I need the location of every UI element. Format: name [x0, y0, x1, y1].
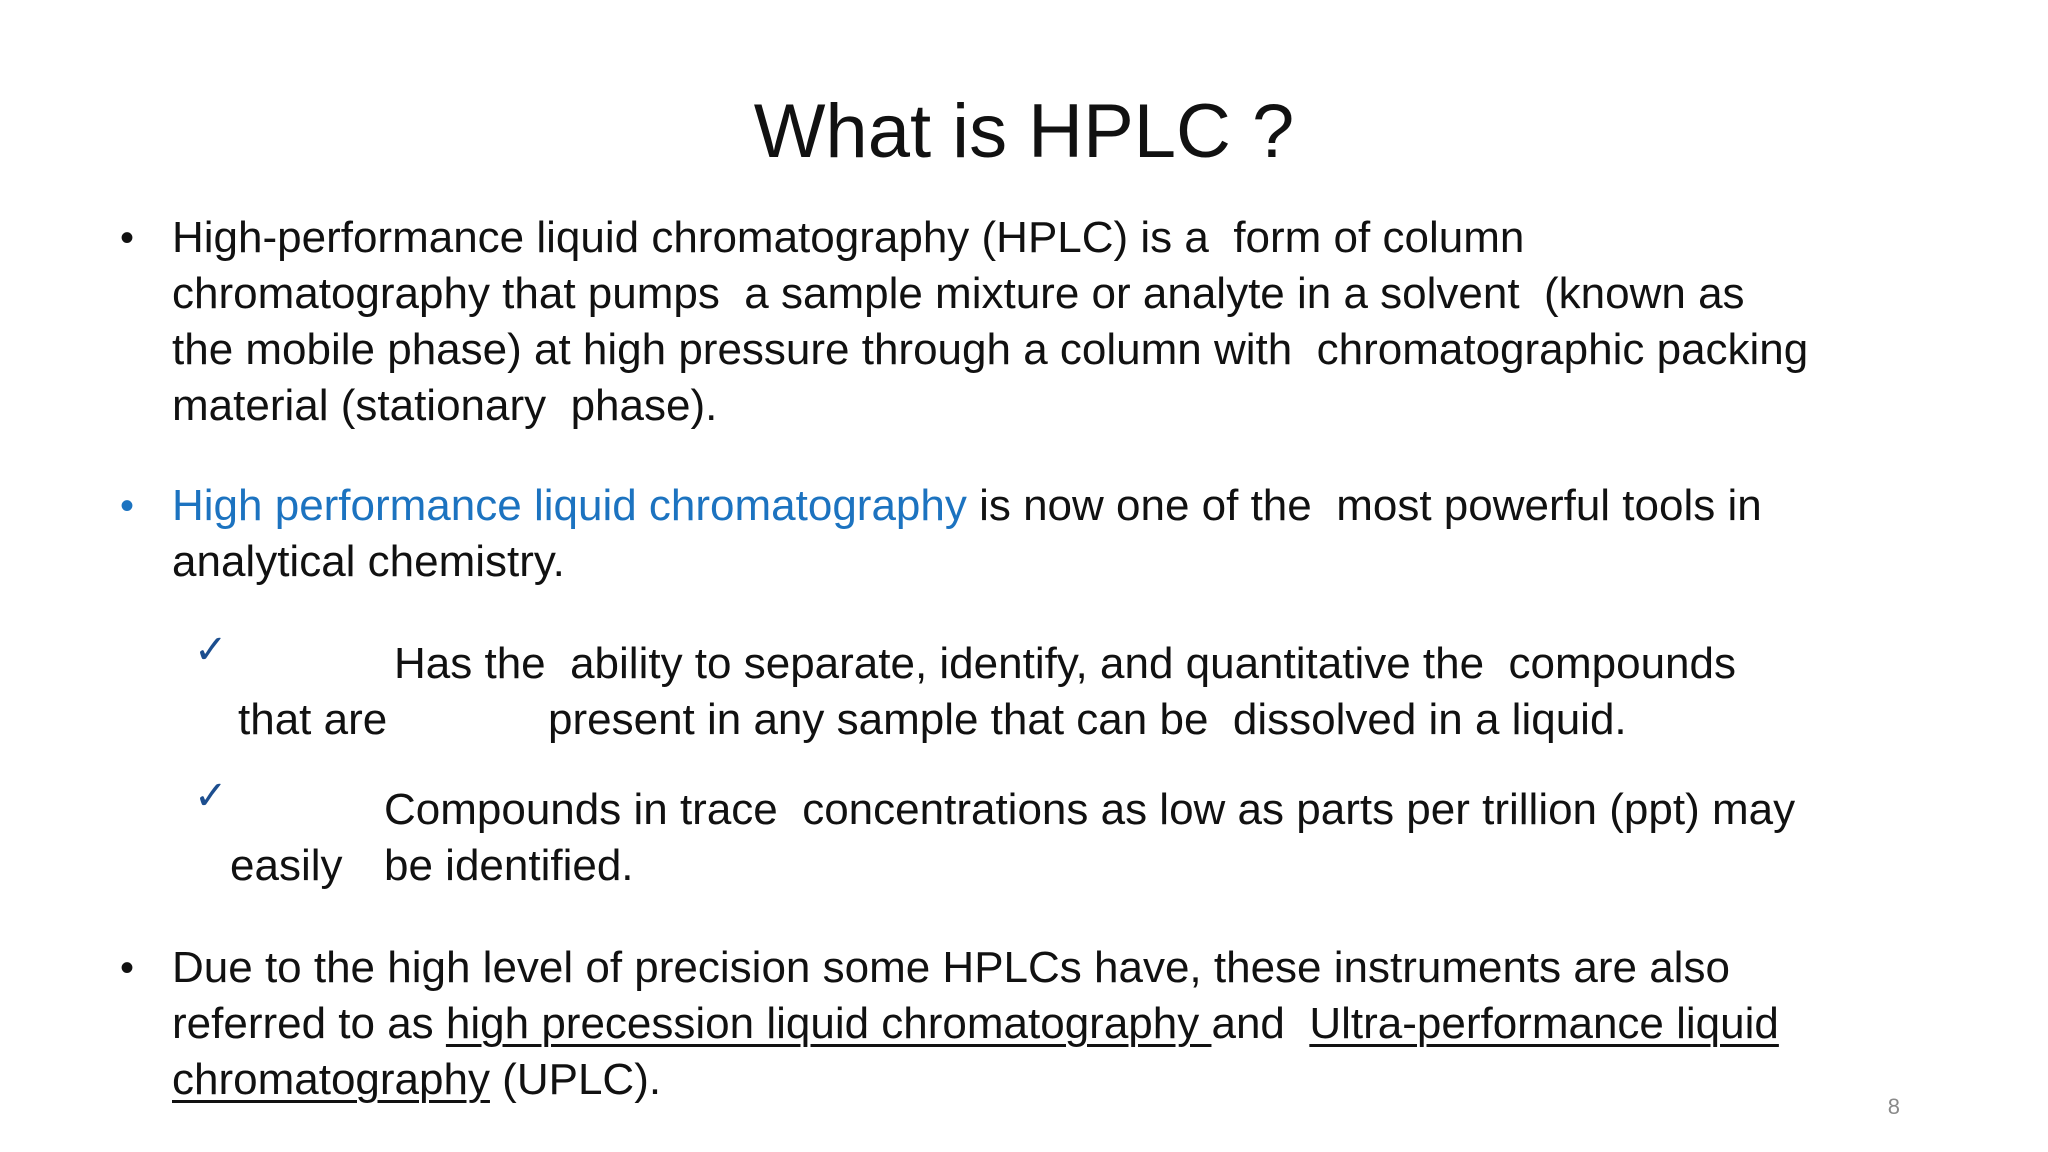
link-ultra-performance-lc[interactable]: Ultra-performance liquid	[1309, 999, 1779, 1048]
check-text: be identified.	[384, 841, 634, 890]
check-text: present in any sample that can be dissolved in a liquid.	[548, 695, 1627, 744]
checkmark-icon: ✓	[194, 627, 228, 673]
check-text: Has the ability to separate, identify, and quantitative the compounds	[394, 639, 1736, 688]
bullet-line: material (stationary phase).	[172, 381, 718, 430]
bullet-text: is now one of the most powerful tools in	[966, 481, 1762, 530]
bullet-line	[172, 996, 1972, 1052]
checkmark-icon: ✓	[194, 773, 228, 819]
link-chromatography[interactable]: chromatography	[172, 1055, 490, 1104]
bullet-body	[172, 478, 1972, 590]
highlight-term: High performance liquid chromatography	[172, 481, 967, 530]
check-text: that are	[238, 695, 388, 744]
bullet-marker: •	[120, 484, 135, 528]
bullet-line: the mobile phase) at high pressure through a column with chromatographic packing	[172, 325, 1809, 374]
bullet-line	[172, 478, 1972, 534]
bullet-marker: •	[120, 216, 135, 260]
bullet-marker: •	[120, 946, 135, 990]
bullet-text: and	[1211, 999, 1310, 1048]
bullet-line: chromatography that pumps a sample mixture or analyte in a solvent (known as	[172, 269, 1745, 318]
slide-title: What is HPLC ?	[753, 89, 1295, 174]
bullet-hplc-definition	[120, 210, 1960, 434]
check-item-separate	[194, 627, 1894, 748]
link-high-precession-lc[interactable]: high precession liquid chromatography	[445, 999, 1212, 1048]
bullet-precision	[120, 940, 1960, 1108]
bullet-body	[172, 210, 1972, 434]
check-text: Compounds in trace concentrations as low as parts per trillion (ppt) may	[384, 785, 1796, 834]
check-text: easily	[230, 841, 343, 890]
page-number: 8	[1887, 1094, 1900, 1119]
bullet-body	[172, 940, 1972, 1108]
bullet-text: referred to as	[172, 999, 446, 1048]
check-item-trace	[194, 773, 1914, 894]
bullet-line: High-performance liquid chromatography (HPLC) is a form of column	[172, 213, 1525, 262]
bullet-text: (UPLC).	[489, 1055, 662, 1104]
bullet-powerful-tool	[120, 478, 1960, 590]
bullet-line: Due to the high level of precision some HPLCs have, these instruments are also	[172, 943, 1730, 992]
bullet-line: analytical chemistry.	[172, 537, 565, 586]
bullet-line	[172, 1052, 1972, 1108]
